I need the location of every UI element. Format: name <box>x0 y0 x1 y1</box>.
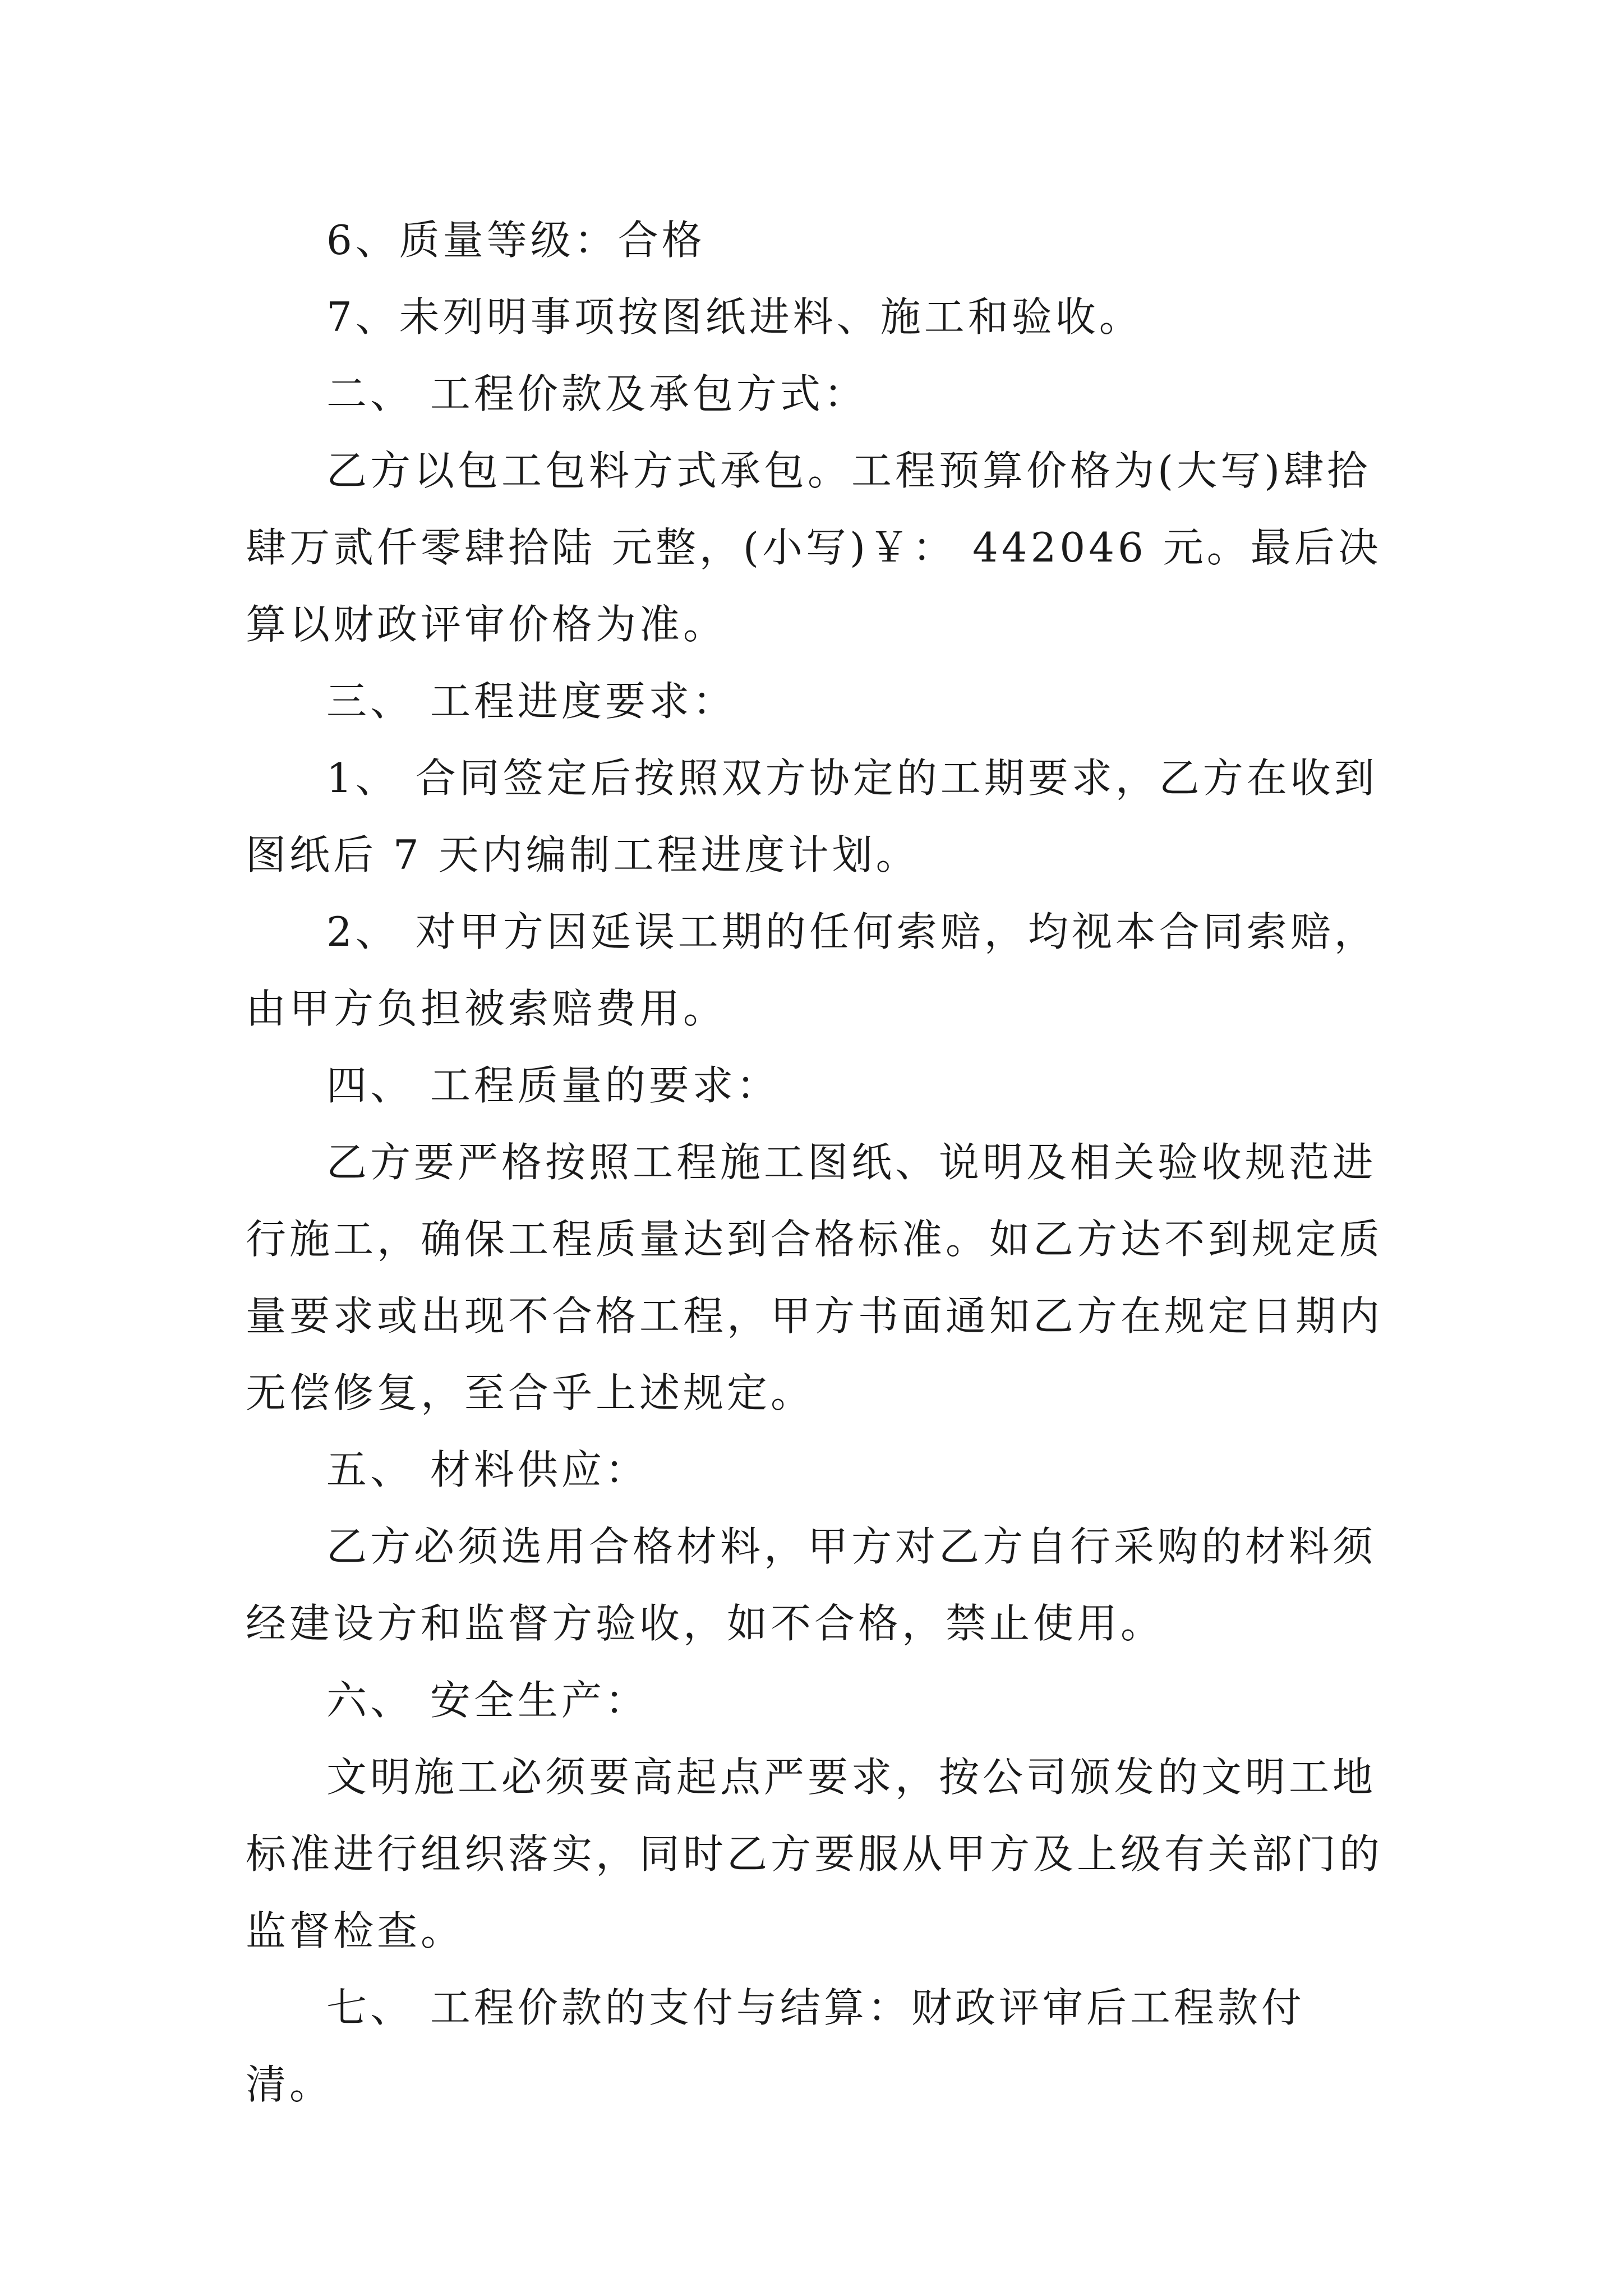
section-heading-price-contract: 二、 工程价款及承包方式： <box>326 370 868 417</box>
paragraph-schedule-plan: 1、 合同签定后按照双方协定的工期要求，乙方在收到图纸后 7 天内编制工程进度计划。 <box>246 754 1378 878</box>
paragraph-unlisted-items: 7、未列明事项按图纸进料、施工和验收。 <box>326 293 1143 341</box>
section-heading-safety: 六、 安全生产： <box>326 1677 649 1724</box>
paragraph-materials: 乙方必须选用合格材料，甲方对乙方自行采购的材料须经建设方和监督方验收，如不合格，禁止使用。 <box>246 1523 1377 1647</box>
paragraph-safety: 文明施工必须要高起点严要求，按公司颁发的文明工地标准进行组织落实，同时乙方要服从甲方及上级有关部门的监督检查。 <box>246 1754 1384 1954</box>
document-body <box>246 202 1390 2123</box>
section-heading-quality: 四、 工程质量的要求： <box>326 1062 780 1109</box>
section-heading-materials: 五、 材料供应： <box>326 1446 649 1493</box>
section-heading-schedule: 三、 工程进度要求： <box>326 678 736 725</box>
paragraph-delay-claims: 2、 对甲方因延误工期的任何索赔，均视本合同索赔，由甲方负担被索赔费用。 <box>246 908 1378 1032</box>
paragraph-quality-requirements: 乙方要严格按照工程施工图纸、说明及相关验收规范进行施工，确保工程质量达到合格标准。如乙方达不到规定质量要求或出现不合格工程，甲方书面通知乙方在规定日期内无偿修复，至合乎上述规定。 <box>246 1139 1384 1416</box>
paragraph-quality-grade: 6、质量等级：合格 <box>326 217 706 264</box>
section-heading-payment: 七、 工程价款的支付与结算：财政评审后工程款付清。 <box>246 1984 1305 2108</box>
paragraph-price-detail: 乙方以包工包料方式承包。工程预算价格为(大写)肆拾肆万贰仟零肆拾陆 元整，(小写)￥： 442046 元。最后决算以财政评审价格为准。 <box>246 447 1382 648</box>
